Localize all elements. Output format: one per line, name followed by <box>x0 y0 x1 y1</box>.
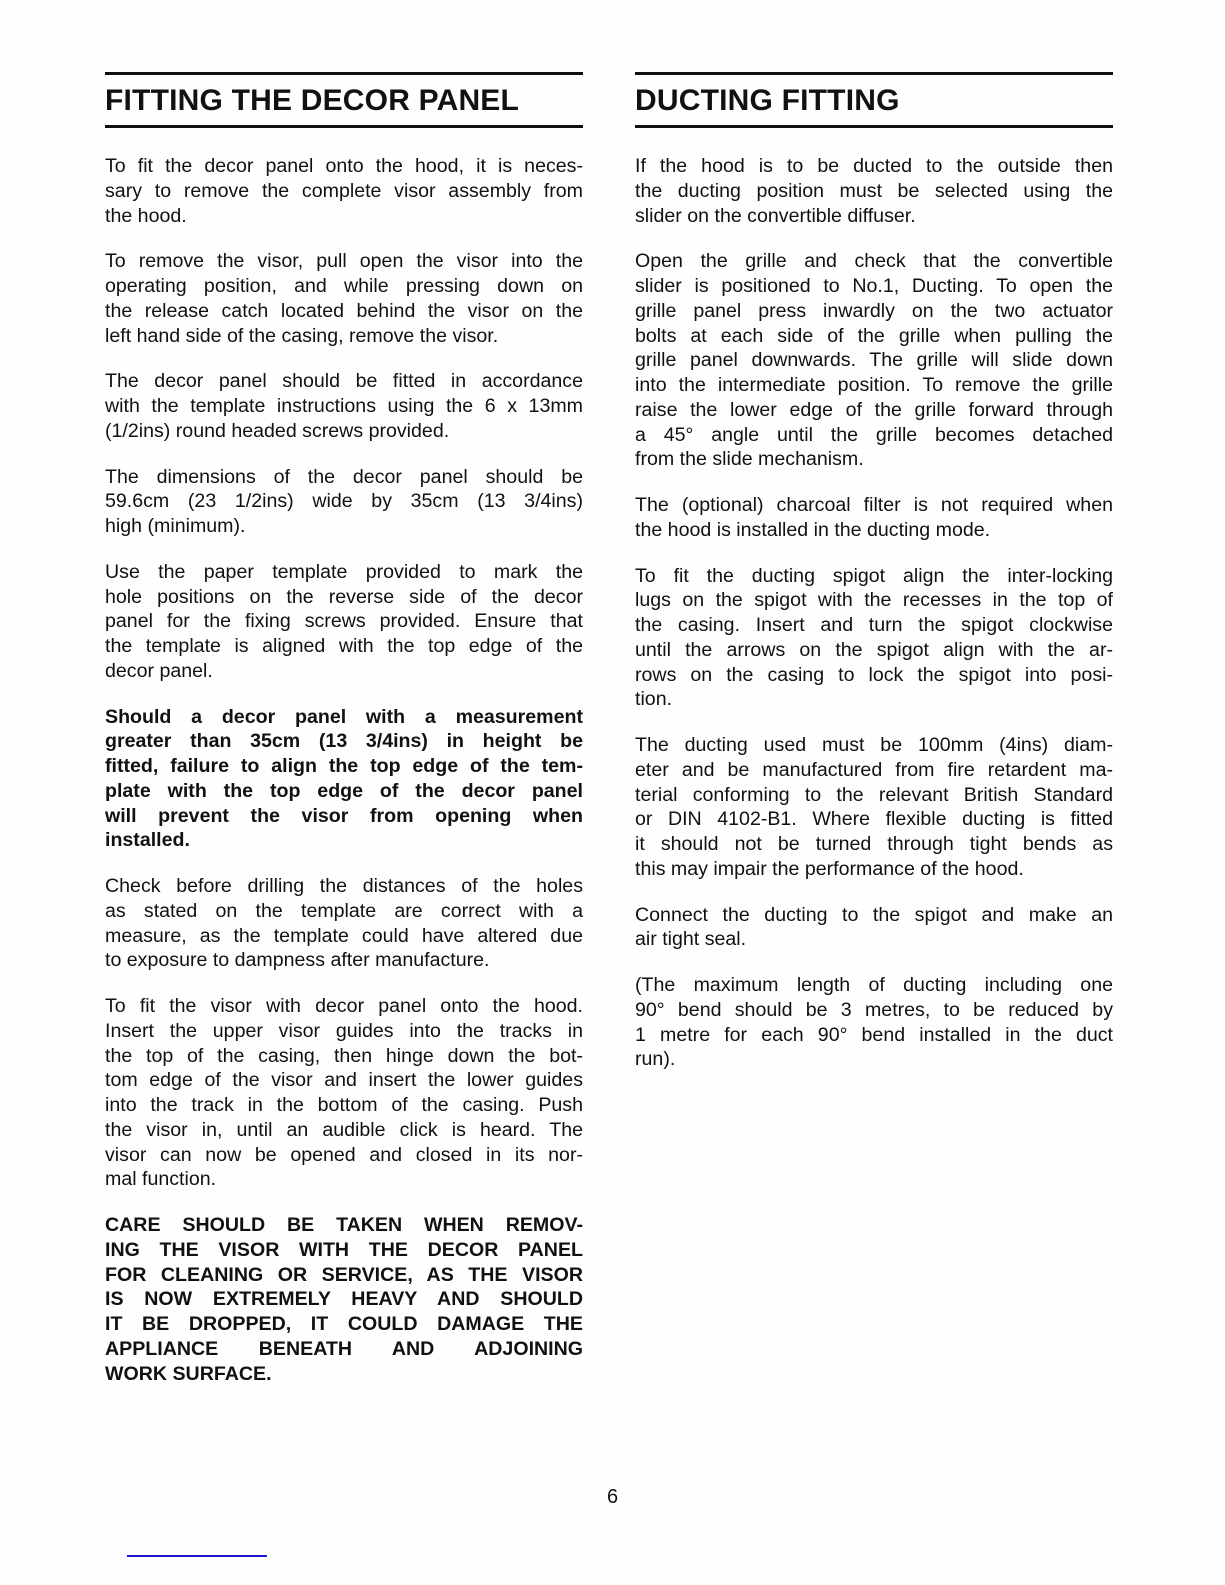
text-line: terial conforming to the relevant British Standard <box>635 783 1113 806</box>
text-line: run). <box>635 1048 676 1071</box>
text-line: Use the paper template provided to mark the <box>105 560 583 583</box>
paragraph <box>635 154 1113 228</box>
text-line: or DIN 4102-B1. Where flexible ducting is fitted <box>635 808 1113 831</box>
section-body <box>105 154 583 1386</box>
paragraph <box>105 994 583 1192</box>
heading-rule <box>635 125 1113 128</box>
text-line: eter and be manufactured from fire retardent ma- <box>635 758 1113 781</box>
text-line: with the template instructions using the 6 x 13mm <box>105 395 583 417</box>
text-line: the top of the casing, then hinge down the bot- <box>105 1044 583 1067</box>
paragraph <box>635 249 1113 472</box>
text-line: until the arrows on the spigot align with the ar- <box>635 638 1113 661</box>
text-line: installed. <box>105 829 190 852</box>
page-number: 6 <box>606 1486 619 1508</box>
text-line: the template is aligned with the top edge of the <box>105 635 583 657</box>
section-ducting-fitting <box>635 72 1113 1093</box>
text-line: (1/2ins) round headed screws provided. <box>105 419 450 442</box>
text-line: fitted, failure to align the top edge of the tem- <box>105 755 583 777</box>
text-line: FOR CLEANING OR SERVICE, AS THE VISOR <box>105 1263 583 1286</box>
section-heading: DUCTING FITTING <box>635 84 900 117</box>
text-line: 59.6cm (23 1/2ins) wide by 35cm (13 3/4ins) <box>105 490 583 513</box>
text-line: grille panel downwards. The grille will slide down <box>635 349 1113 372</box>
text-line: slider is positioned to No.1, Ducting. To open the <box>635 275 1113 297</box>
text-line: plate with the top edge of the decor panel <box>105 779 583 802</box>
text-line: To remove the visor, pull open the visor into the <box>105 250 583 273</box>
text-line: Insert the upper visor guides into the tracks in <box>105 1019 583 1042</box>
paragraph <box>105 369 583 443</box>
text-line: 1 metre for each 90° bend installed in the duct <box>635 1023 1113 1046</box>
text-line: to exposure to dampness after manufacture. <box>105 949 490 972</box>
text-line: from the slide mechanism. <box>635 448 864 471</box>
paragraph <box>105 560 583 684</box>
text-line: bolts at each side of the grille when pulling the <box>635 324 1113 347</box>
text-line: mal function. <box>105 1168 217 1191</box>
text-line: as stated on the template are correct with a <box>105 899 583 922</box>
text-line: left hand side of the casing, remove the visor. <box>105 324 499 347</box>
text-line: To fit the ducting spigot align the inter-locking <box>635 564 1113 587</box>
text-line: operating position, and while pressing down on <box>105 275 583 297</box>
text-line: The ducting used must be 100mm (4ins) diam- <box>635 734 1113 756</box>
text-line: slider on the convertible diffuser. <box>635 204 916 227</box>
text-line: The dimensions of the decor panel should be <box>105 465 583 488</box>
text-line: IS NOW EXTREMELY HEAVY AND SHOULD <box>105 1288 583 1311</box>
section-heading: FITTING THE DECOR PANEL <box>105 84 520 117</box>
text-line: IT BE DROPPED, IT COULD DAMAGE THE <box>105 1313 583 1335</box>
text-line: The (optional) charcoal filter is not required when <box>635 494 1113 516</box>
text-line: greater than 35cm (13 3/4ins) in height be <box>105 730 583 753</box>
text-line: the release catch located behind the visor on the <box>105 299 583 322</box>
text-line: the casing. Insert and turn the spigot clockwise <box>635 614 1113 636</box>
paragraph <box>635 973 1113 1072</box>
text-line: APPLIANCE BENEATH AND ADJOINING <box>105 1337 583 1360</box>
text-line: tion. <box>635 688 673 711</box>
paragraph <box>105 154 583 228</box>
text-line: this may impair the performance of the hood. <box>635 857 1024 880</box>
text-line: WORK SURFACE. <box>105 1362 272 1385</box>
footer-line <box>127 1555 267 1557</box>
text-line: 90° bend should be 3 metres, to be reduced by <box>635 998 1113 1021</box>
text-line: The decor panel should be fitted in accordance <box>105 370 583 393</box>
text-line: visor can now be opened and closed in its nor- <box>105 1143 583 1166</box>
paragraph <box>105 874 583 973</box>
paragraph <box>635 903 1113 953</box>
text-line: the visor in, until an audible click is heard. The <box>105 1118 583 1141</box>
paragraph <box>635 733 1113 882</box>
paragraph <box>635 493 1113 543</box>
text-line: Open the grille and check that the convertible <box>635 250 1113 273</box>
text-line: lugs on the spigot with the recesses in the top of <box>635 589 1113 612</box>
text-line: raise the lower edge of the grille forward through <box>635 398 1113 421</box>
warning-paragraph <box>105 1213 583 1386</box>
text-line: into the track in the bottom of the casing. Push <box>105 1094 583 1116</box>
text-line: it should not be turned through tight bends as <box>635 833 1113 855</box>
warning-paragraph <box>105 705 583 854</box>
text-line: tom edge of the visor and insert the lower guides <box>105 1069 583 1092</box>
text-line: panel for the fixing screws provided. Ensure that <box>105 610 583 633</box>
text-line: will prevent the visor from opening when <box>105 804 583 827</box>
text-line: into the intermediate position. To remove the grille <box>635 374 1113 396</box>
text-line: grille panel press inwardly on the two actuator <box>635 299 1113 322</box>
paragraph <box>635 564 1113 713</box>
text-line: the hood. <box>105 204 187 227</box>
text-line: a 45° angle until the grille becomes detached <box>635 423 1113 446</box>
text-line: air tight seal. <box>635 928 747 951</box>
text-line: Should a decor panel with a measurement <box>105 705 583 728</box>
text-line: Connect the ducting to the spigot and make an <box>635 903 1113 926</box>
heading-rule <box>105 125 583 128</box>
text-line: If the hood is to be ducted to the outside then <box>635 155 1113 177</box>
text-line: To fit the decor panel onto the hood, it is neces- <box>105 155 583 177</box>
text-line: the ducting position must be selected using the <box>635 179 1113 202</box>
text-line: measure, as the template could have altered due <box>105 924 583 947</box>
text-line: ING THE VISOR WITH THE DECOR PANEL <box>105 1238 583 1261</box>
section-body <box>635 154 1113 1072</box>
section-fitting-decor-panel <box>105 72 583 1407</box>
text-line: To fit the visor with decor panel onto the hood. <box>105 995 583 1017</box>
text-line: hole positions on the reverse side of the decor <box>105 585 583 608</box>
text-line: (The maximum length of ducting including one <box>635 974 1113 996</box>
text-line: rows on the casing to lock the spigot into posi- <box>635 663 1113 686</box>
text-line: the hood is installed in the ducting mode. <box>635 518 991 541</box>
text-line: high (minimum). <box>105 515 246 537</box>
text-line: Check before drilling the distances of the holes <box>105 875 583 897</box>
paragraph <box>105 249 583 348</box>
paragraph <box>105 465 583 539</box>
text-line: decor panel. <box>105 659 213 682</box>
text-line: CARE SHOULD BE TAKEN WHEN REMOV- <box>105 1214 583 1236</box>
text-line: sary to remove the complete visor assembly from <box>105 179 583 202</box>
